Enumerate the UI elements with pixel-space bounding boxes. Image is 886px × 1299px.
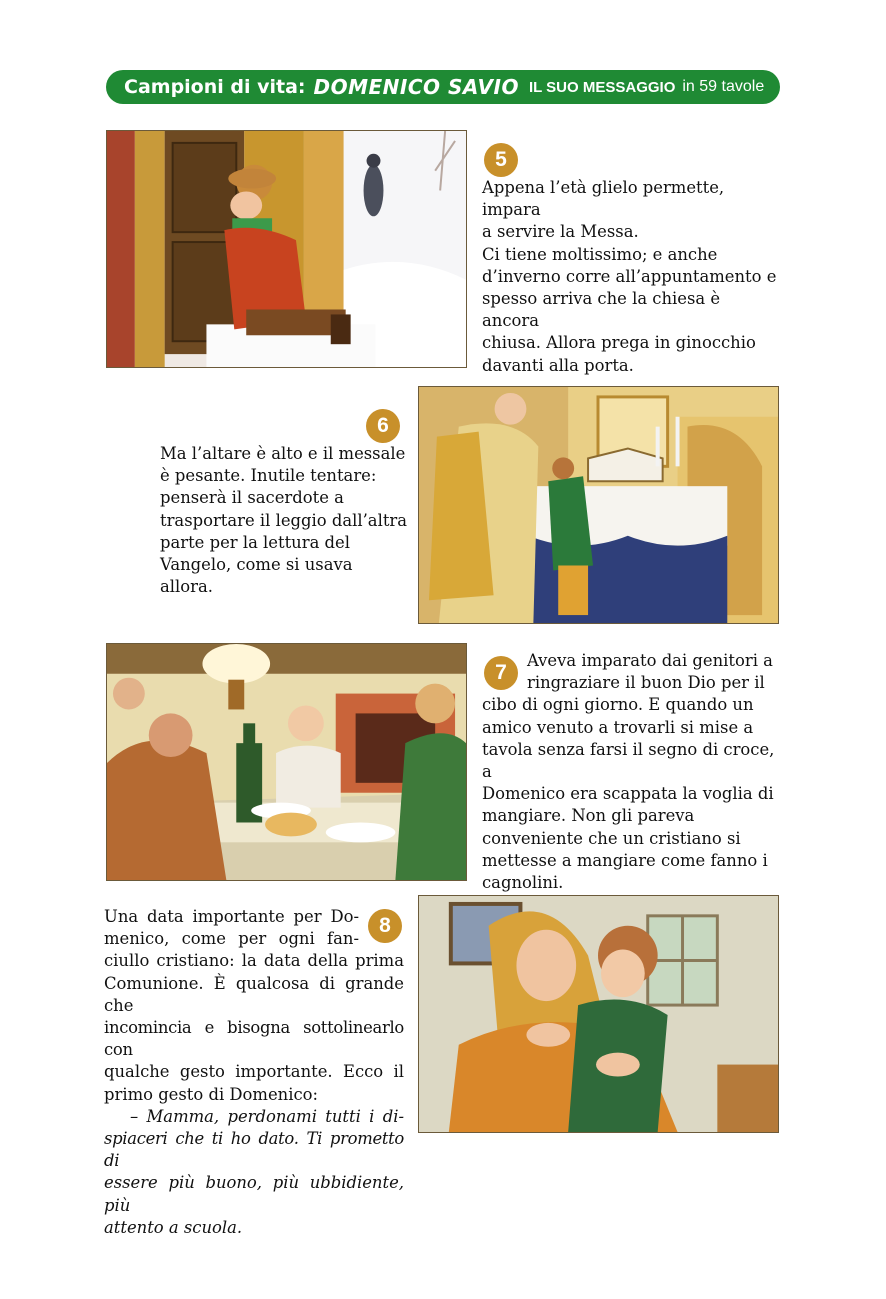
text-line: ciullo cristiano: la data della prima <box>104 951 404 971</box>
quote-line: attento a scuola. <box>104 1217 243 1237</box>
quote-line: essere più buono, più ubbidiente, più <box>104 1173 404 1215</box>
quote-line: spiaceri che ti ho dato. Ti prometto di <box>104 1129 404 1171</box>
illustration-family-dinner <box>106 643 467 881</box>
text-line: cagnolini. <box>482 873 564 893</box>
text-line: cibo di ogni giorno. E quando un <box>482 695 754 715</box>
header-count: in 59 tavole <box>682 78 765 95</box>
text-line: è pesante. Inutile tentare: <box>160 466 377 486</box>
text-line: primo gesto di Domenico: <box>104 1084 319 1104</box>
section-8-text <box>104 906 404 1239</box>
text-line: menico, come per ogni fan- <box>104 929 359 949</box>
illustration-boy-praying-at-door <box>106 130 467 368</box>
text-line: incomincia e bisogna sottolinearlo con <box>104 1018 404 1060</box>
step-number-8: 8 <box>368 909 402 943</box>
header-banner <box>106 70 780 104</box>
text-line: mettesse a mangiare come fanno i <box>482 850 768 870</box>
step-number-5: 5 <box>484 143 518 177</box>
section-6-text <box>160 443 408 598</box>
text-line: Appena l’età glielo permette, impara <box>482 178 725 220</box>
text-line: tavola senza farsi il segno di croce, a <box>482 739 775 782</box>
text-line: mangiare. Non gli pareva <box>482 806 695 826</box>
text-line: qualche gesto importante. Ecco il <box>104 1062 404 1082</box>
step-number-6: 6 <box>366 409 400 443</box>
text-line: conveniente che un cristiano si <box>482 828 741 848</box>
text-line: Una data importante per Do- <box>104 907 359 926</box>
section-5-text <box>482 177 782 377</box>
illustration-altar-and-missal <box>418 386 779 624</box>
text-line: Vangelo, come si usava allora. <box>160 555 353 597</box>
text-line: Aveva imparato dai genitori a <box>527 651 773 670</box>
quote-line: – Mamma, perdonami tutti i di- <box>130 1106 404 1126</box>
text-line: Ma l’altare è alto e il messale <box>160 444 406 463</box>
header-prefix: Campioni di vita: <box>124 76 306 98</box>
text-line: Comunione. È qualcosa di grande che <box>104 973 404 1015</box>
text-line: spesso arriva che la chiesa è ancora <box>482 289 721 331</box>
illustration-mother-and-son <box>418 895 779 1133</box>
text-line: ringraziare il buon Dio per il <box>527 673 765 693</box>
text-line: d’inverno corre all’appuntamento e <box>482 266 777 286</box>
text-line: Domenico era scappata la voglia di <box>482 784 774 804</box>
text-line: penserà il sacerdote a <box>160 488 344 508</box>
text-line: davanti alla porta. <box>482 355 634 375</box>
header-name: DOMENICO SAVIO <box>313 75 519 99</box>
text-line: trasportare il leggio dall’altra <box>160 510 408 530</box>
section-7-text <box>482 650 782 894</box>
text-line: chiusa. Allora prega in ginocchio <box>482 333 756 353</box>
header-subtitle: IL SUO MESSAGGIO <box>528 78 676 96</box>
step-number-7: 7 <box>484 656 518 690</box>
text-line: parte per la lettura del <box>160 532 350 552</box>
text-line: Ci tiene moltissimo; e anche <box>482 244 718 264</box>
text-line: amico venuto a trovarli si mise a <box>482 717 754 737</box>
text-line: a servire la Messa. <box>482 222 639 242</box>
